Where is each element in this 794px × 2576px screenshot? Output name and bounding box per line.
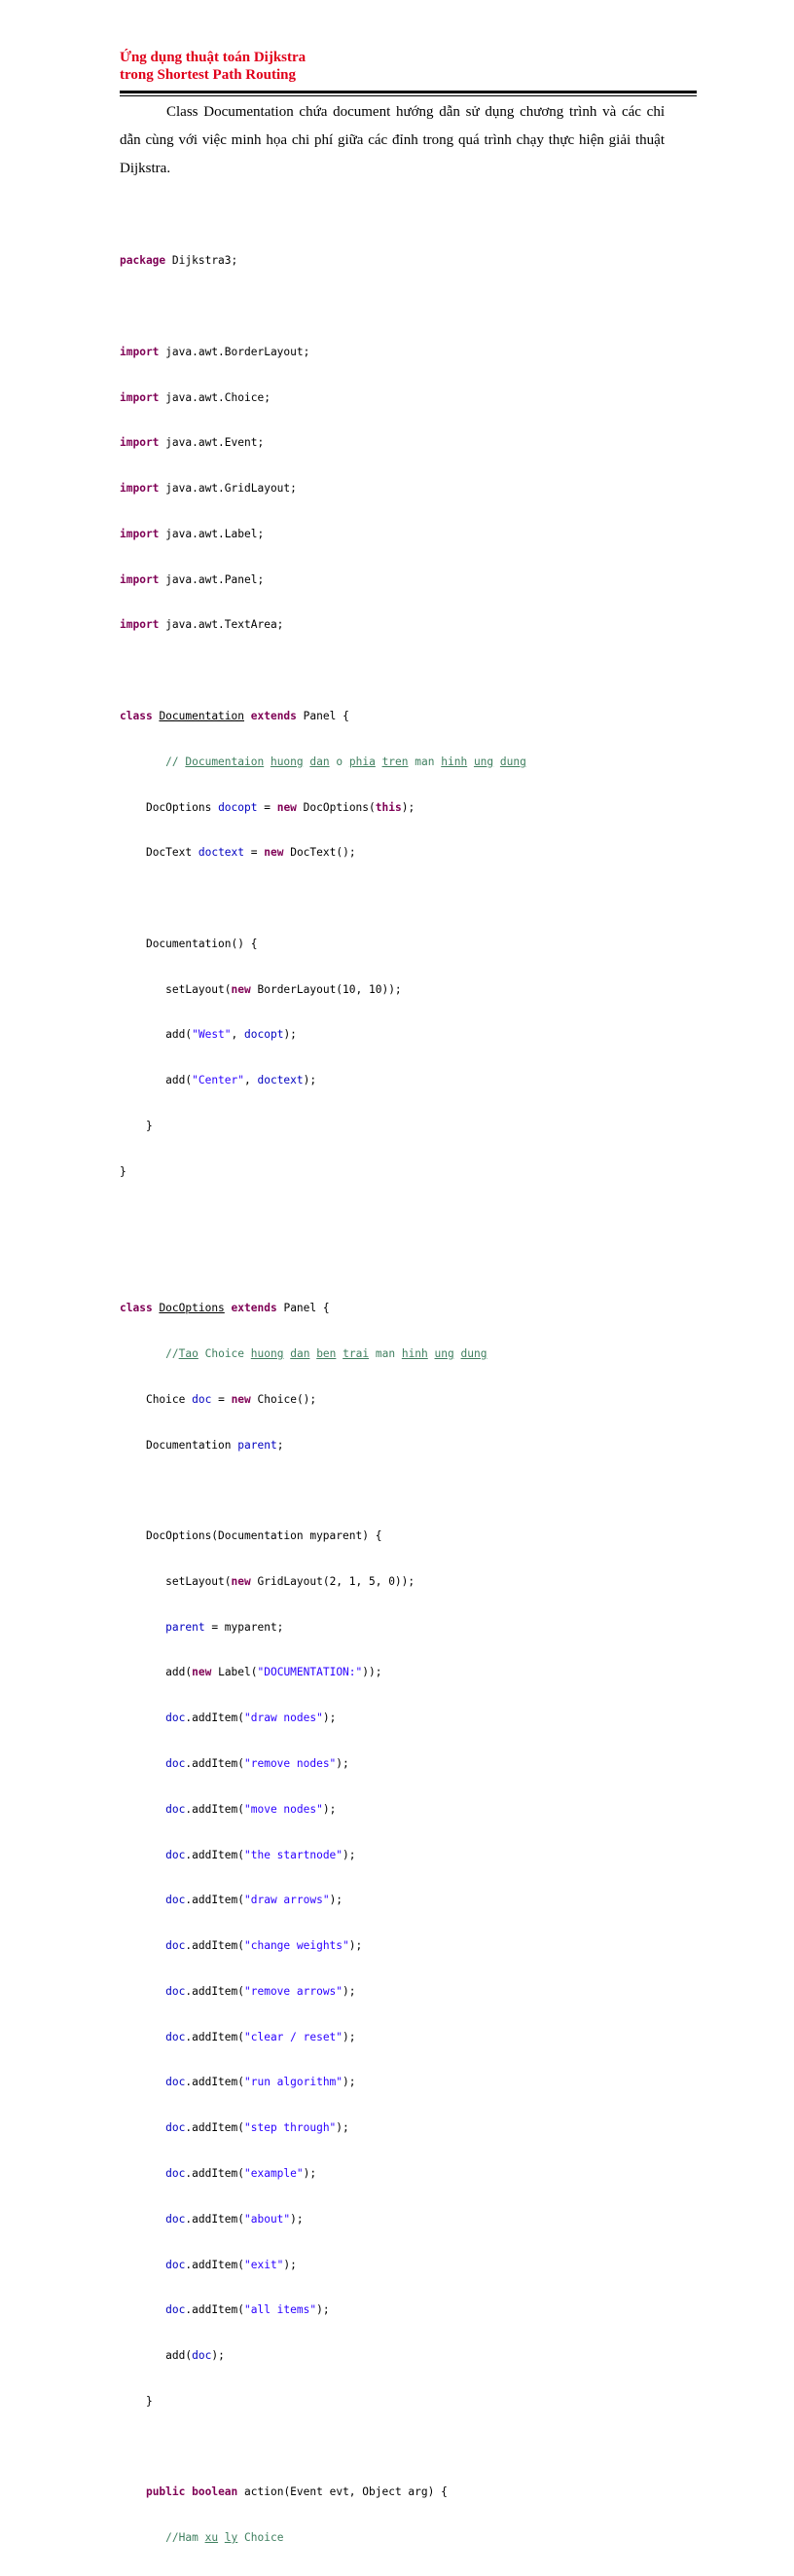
code-line: doc.addItem("change weights");: [165, 1939, 363, 1953]
code-line: doc.addItem("remove nodes");: [165, 1756, 349, 1770]
code-line: add("Center", doctext);: [165, 1074, 317, 1087]
code-line: import java.awt.Panel;: [120, 572, 265, 586]
code-line-blank: [120, 299, 742, 314]
code-line: doc.addItem("draw nodes");: [165, 1711, 337, 1725]
code-comment: //Ham xu ly Choice: [165, 2531, 284, 2545]
code-line: setLayout(new BorderLayout(10, 10));: [165, 982, 402, 996]
code-line: import java.awt.Event;: [120, 436, 265, 450]
code-line: add(new Label("DOCUMENTATION:"));: [165, 1666, 382, 1679]
header-rule-thin: [120, 95, 697, 96]
code-line-blank: [120, 1483, 742, 1498]
code-line: }: [120, 1164, 126, 1178]
code-line: Documentation() {: [145, 937, 258, 950]
code-line-blank: [120, 2440, 742, 2455]
code-line: doc.addItem("about");: [165, 2212, 304, 2226]
code-comment: // Documentaion huong dan o phia tren man hinh ung dung: [165, 754, 526, 768]
code-line: doc.addItem("clear / reset");: [165, 2030, 356, 2043]
code-line-blank: [120, 663, 742, 679]
code-line: import java.awt.GridLayout;: [120, 482, 297, 496]
code-line: setLayout(new GridLayout(2, 1, 5, 0));: [165, 1574, 415, 1588]
code-line: import java.awt.BorderLayout;: [120, 345, 310, 358]
code-line: add("West", docopt);: [165, 1028, 297, 1042]
code-line: import java.awt.Label;: [120, 527, 265, 540]
header-rule-thick: [120, 91, 697, 93]
code-line: import java.awt.Choice;: [120, 390, 271, 404]
code-line: doc.addItem("move nodes");: [165, 1802, 337, 1816]
header-line-1: Ứng dụng thuật toán Dijkstra: [120, 50, 307, 65]
code-line: add(doc);: [165, 2349, 225, 2363]
code-comment: //Tao Choice huong dan ben trai man hinh ung dung: [165, 1346, 487, 1360]
code-line: package Dijkstra3;: [120, 254, 238, 268]
code-line: Documentation parent;: [145, 1438, 284, 1452]
code-line: class Documentation extends Panel {: [120, 710, 349, 722]
code-line: doc.addItem("the startnode");: [165, 1848, 356, 1861]
code-line: doc.addItem("step through");: [165, 2121, 349, 2135]
code-line: parent = myparent;: [165, 1620, 284, 1634]
code-line: public boolean action(Event evt, Object arg) {: [145, 2485, 448, 2499]
code-line: Choice doc = new Choice();: [145, 1392, 317, 1406]
code-line-blank: [120, 1255, 742, 1270]
code-line: doc.addItem("remove arrows");: [165, 1984, 356, 1998]
code-line: doc.addItem("example");: [165, 2167, 317, 2180]
code-line: class DocOptions extends Panel {: [120, 1302, 330, 1315]
header-line-2: trong Shortest Path Routing: [120, 67, 296, 83]
code-line-blank: [120, 1210, 742, 1226]
code-line: doc.addItem("run algorithm");: [165, 2076, 356, 2089]
intro-paragraph: [120, 98, 665, 183]
code-line: doc.addItem("exit");: [165, 2258, 297, 2271]
code-listing: [120, 223, 742, 2576]
running-header: [120, 49, 306, 84]
code-line: DocOptions(Documentation myparent) {: [145, 1529, 382, 1543]
code-line: DocOptions docopt = new DocOptions(this);: [145, 800, 415, 814]
code-line: DocText doctext = new DocText();: [145, 846, 356, 860]
intro-text: Class Documentation chứa document hướng dẫn sử dụng chương trình và các chỉ dẫn cùng với việc minh họa chi phí giữa các đỉnh trong quá trình chạy thực hiện giải thuật Dijkstra.: [120, 104, 665, 176]
code-line: }: [120, 1120, 153, 1133]
code-line: doc.addItem("draw arrows");: [165, 1894, 343, 1907]
code-line-blank: [120, 891, 742, 906]
code-line: }: [120, 2394, 153, 2408]
code-line: doc.addItem("all items");: [165, 2303, 330, 2317]
code-line: import java.awt.TextArea;: [120, 618, 284, 632]
